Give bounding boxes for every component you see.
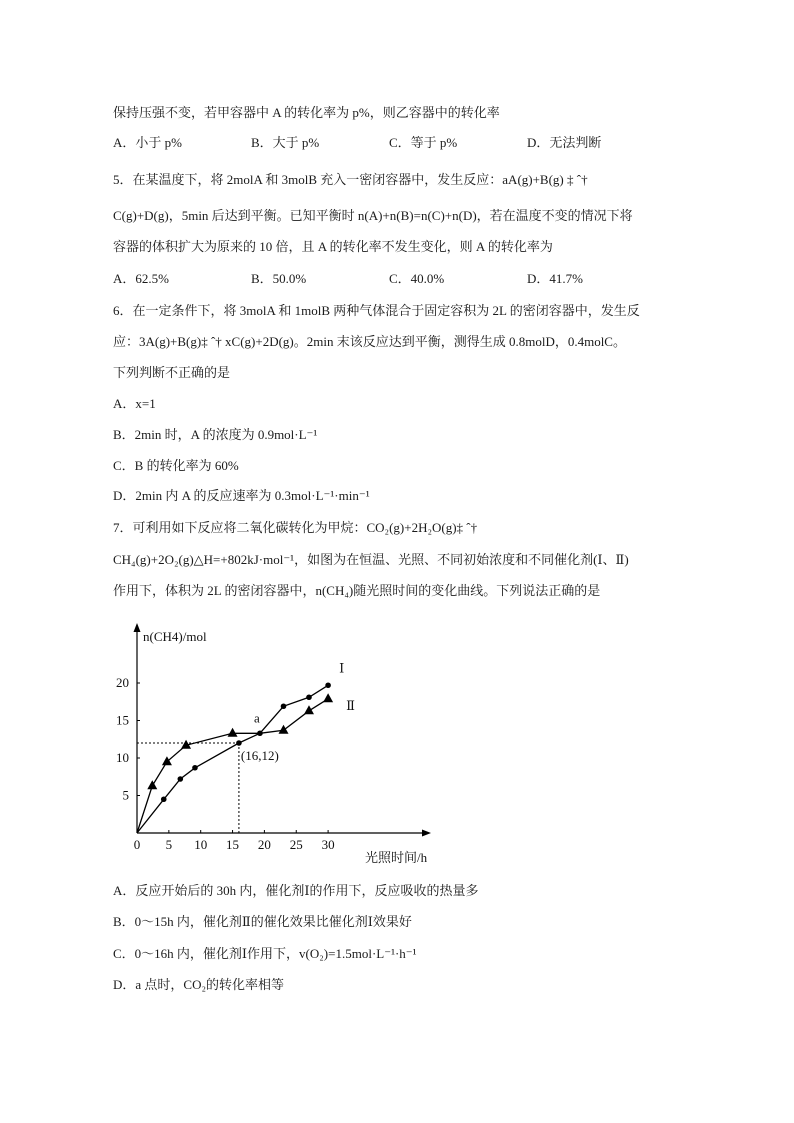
x-tick-label: 10 (194, 837, 208, 852)
q7-option-b: B．0～15h 内，催化剂Ⅱ的催化效果比催化剂Ⅰ效果好 (113, 914, 412, 929)
q7-stem-line-1: 7．可利用如下反应将二氧化碳转化为甲烷：CO₂(g)+2H₂O(g)‡ ˆ† (113, 520, 478, 535)
q5-stem-line-2: C(g)+D(g)，5min 后达到平衡。已知平衡时 n(A)+n(B)=n(C)+n(D)，若在温度不变的情况下将 (113, 208, 633, 223)
series-1-point (306, 694, 312, 700)
q4-stem-line: 保持压强不变，若甲容器中 A 的转化率为 p%，则乙容器中的转化率 (113, 105, 500, 120)
q6-option-d: D．2min 内 A 的反应速率为 0.3mol·L⁻¹·min⁻¹ (113, 488, 370, 503)
q4-options (113, 135, 665, 151)
y-tick-label: 15 (116, 712, 129, 728)
series-1-point (178, 776, 184, 782)
y-tick-label: 20 (116, 675, 129, 690)
point-16-12-label: (16,12) (240, 748, 279, 763)
series-1-point (236, 740, 242, 746)
q4-option-a: A．小于 p% (113, 135, 182, 150)
q6-option-c: C．B 的转化率为 60% (113, 458, 239, 473)
q7-option-d: D．a 点时，CO₂的转化率相等 (113, 977, 284, 992)
series-1-point (325, 682, 331, 688)
series-1-point (192, 765, 198, 771)
q4-option-d: D．无法判断 (527, 135, 602, 150)
series-label-2: Ⅱ (346, 697, 355, 713)
origin-label: 0 (133, 837, 141, 852)
q4-option-b: B．大于 p% (251, 135, 320, 150)
q5-option-b: B．50.0% (251, 271, 307, 286)
series-2-point (279, 725, 289, 734)
q6-stem-line-2: 应：3A(g)+B(g)‡ ˆ† xC(g)+2D(g)。2min 末该反应达到平衡，测得生成 0.8molD，0.4molC。 (113, 334, 626, 349)
q6-stem-line-1: 6．在一定条件下，将 3molA 和 1molB 两种气体混合于固定容积为 2L 的密闭容器中，发生反 (113, 303, 640, 318)
series-2-point (162, 756, 172, 765)
q5-stem-line-1: 5．在某温度下，将 2molA 和 3molB 充入一密闭容器中，发生反应：aA(g)+B(g) ‡ ˆ† (113, 172, 588, 187)
q5-option-c: C．40.0% (389, 271, 445, 286)
y-tick-label: 5 (122, 787, 129, 803)
q5-stem-line-3: 容器的体积扩大为原来的 10 倍，且 A 的转化率不发生变化，则 A 的转化率为 (113, 239, 553, 254)
x-tick-label: 5 (165, 837, 173, 852)
q5-options (113, 271, 665, 287)
y-tick-label: 10 (116, 750, 129, 765)
series-1-point (281, 703, 287, 709)
series-2-point (304, 705, 314, 714)
series-2-point (147, 780, 157, 789)
y-axis-arrow (134, 623, 141, 632)
q5-option-d: D．41.7% (527, 271, 583, 286)
q7-stem-line-2: CH₄(g)+2O₂(g)△H=+802kJ·mol⁻¹，如图为在恒温、光照、不同初始浓度和不同催化剂(Ⅰ、Ⅱ) (113, 552, 629, 567)
q6-option-a: A．x=1 (113, 396, 156, 411)
q7-option-a: A．反应开始后的 30h 内，催化剂Ⅰ的作用下，反应吸收的热量多 (113, 883, 479, 898)
q6-stem-line-3: 下列判断不正确的是 (113, 365, 231, 380)
q4-option-c: C．等于 p% (389, 135, 458, 150)
q5-option-a: A．62.5% (113, 271, 169, 286)
series-2-point (323, 693, 333, 702)
series-1-point (161, 796, 167, 802)
q6-option-b: B．2min 时，A 的浓度为 0.9mol·L⁻¹ (113, 427, 318, 442)
series-label-1: Ⅰ (339, 660, 345, 676)
series-2-point (228, 728, 238, 737)
x-axis-label: 光照时间/h (365, 850, 428, 865)
y-axis-label: n(CH4)/mol (143, 629, 207, 644)
x-tick-label: 20 (257, 837, 271, 852)
q7-stem-line-3: 作用下，体积为 2L 的密闭容器中，n(CH₄)随光照时间的变化曲线。下列说法正确的是 (113, 583, 601, 598)
ch4-time-chart (110, 615, 450, 870)
x-axis-arrow (422, 830, 431, 837)
q7-option-c: C．0～16h 内，催化剂Ⅰ作用下，v(O₂)=1.5mol·L⁻¹·h⁻¹ (113, 946, 417, 961)
point-a-label: a (253, 710, 260, 726)
x-tick-label: 15 (226, 837, 240, 852)
x-tick-label: 25 (289, 837, 303, 852)
series-line-2 (137, 699, 328, 833)
x-tick-label: 30 (321, 837, 335, 852)
